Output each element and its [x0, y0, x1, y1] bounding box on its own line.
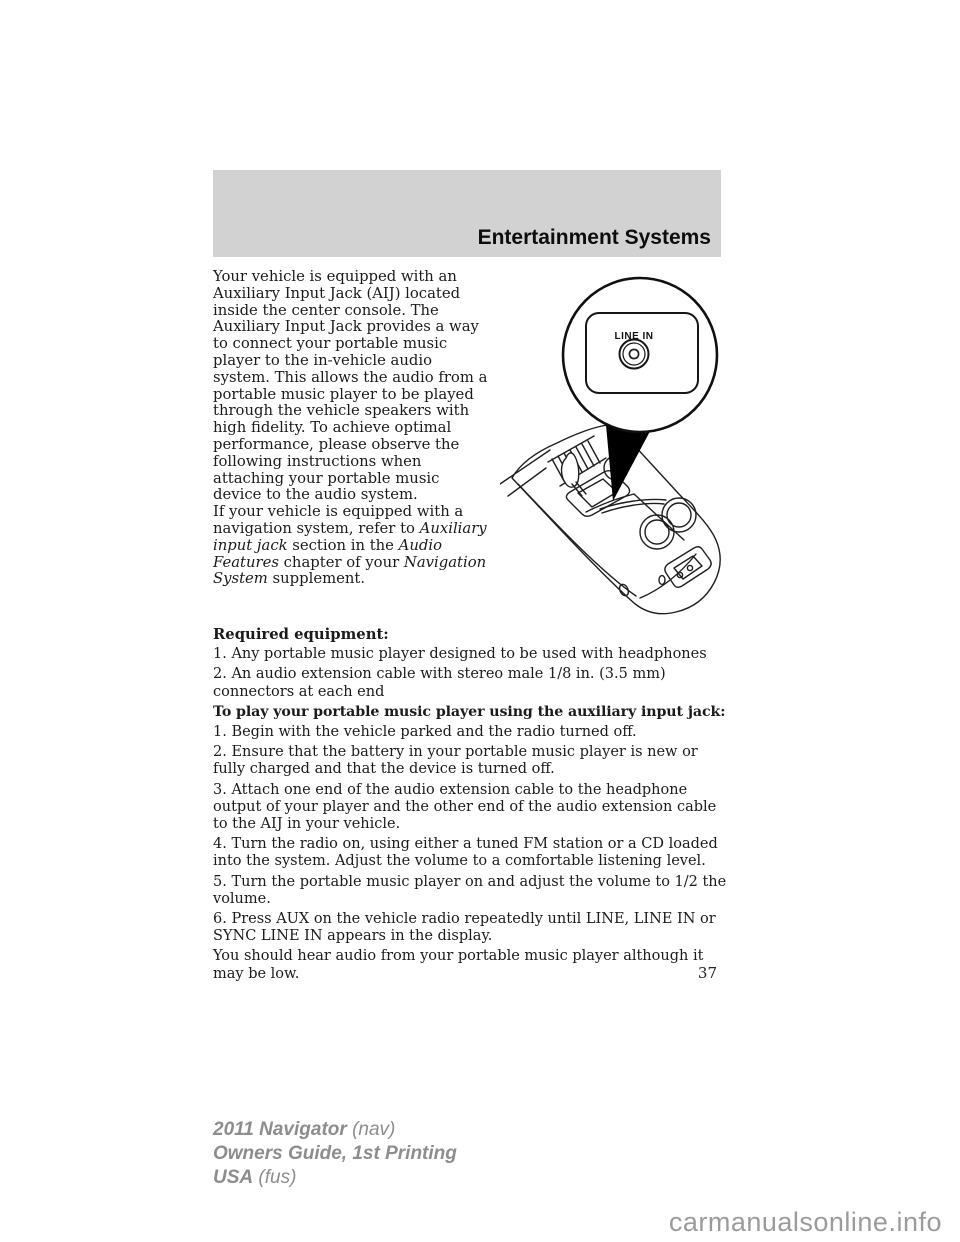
- page-title: Entertainment Systems: [477, 226, 711, 249]
- chapter-header-bar: [213, 170, 721, 257]
- instruction-step: 6. Press AUX on the vehicle radio repeatedly until LINE, LINE IN or SYNC LINE IN appears in the display.: [213, 911, 716, 945]
- intro-text-4: chapter of your: [278, 553, 404, 571]
- equipment-item: 1. Any portable music player designed to be used with headphones: [213, 646, 707, 663]
- intro-text: Your vehicle is equipped with an Auxiliary Input Jack (AIJ) located inside the center console. The Auxiliary Input Jack provides a way to connect your portable music player to the in-vehicle audio system. This allows the audio from a portable music player to be played through the vehicle speakers with high fidelity. To achieve optimal performance, please observe the following instructions when attaching your portable music device to the audio system.: [213, 268, 488, 504]
- footer-model: 2011 Navigator: [213, 1119, 347, 1140]
- intro-paragraph: [213, 269, 489, 588]
- footer-line: [213, 1118, 457, 1142]
- instruction-step: 3. Attach one end of the audio extension cable to the headphone output of your player and the other end of the audio extension cable to the AIJ in your vehicle.: [213, 781, 717, 833]
- instructions-section: [213, 626, 730, 986]
- instructions-heading: To play your portable music player using the auxiliary input jack:: [213, 703, 726, 720]
- intro-text-3: section in the: [287, 536, 399, 554]
- instruction-step: 5. Turn the portable music player on and adjust the volume to 1/2 the volume.: [213, 873, 727, 907]
- intro-text-2: If your vehicle is equipped with a navigation system, refer to: [213, 503, 464, 537]
- page-number: 37: [697, 964, 717, 982]
- instruction-step: 2. Ensure that the battery in your portable music player is new or fully charged and that the device is turned off.: [213, 744, 698, 778]
- ref-chapter-title: Audio Features: [213, 536, 442, 571]
- callout-circle: [563, 278, 717, 432]
- instruction-step: 1. Begin with the vehicle parked and the radio turned off.: [213, 724, 637, 741]
- instruction-step: 4. Turn the radio on, using either a tuned FM station or a CD loaded into the system. Adjust the volume to a comfortable listening level.: [213, 836, 718, 870]
- footer-country: USA: [213, 1167, 254, 1188]
- equipment-item: 2. An audio extension cable with stereo male 1/8 in. (3.5 mm) connectors at each end: [213, 666, 666, 700]
- footer-country-code: (fus): [258, 1167, 297, 1188]
- required-equipment-heading: Required equipment:: [213, 626, 389, 643]
- jack-label: LINE IN: [614, 331, 654, 342]
- footer-model-code: (nav): [352, 1119, 396, 1140]
- ref-section-title: Auxiliary input jack: [213, 519, 487, 554]
- ref-supplement-title: Navigation System: [213, 553, 487, 588]
- watermark: carmanualsonline.info: [668, 1207, 942, 1237]
- footer-publication-info: [213, 1118, 457, 1190]
- audio-note: You should hear audio from your portable music player although it may be low.: [213, 948, 704, 982]
- footer-line: [213, 1166, 457, 1190]
- footer-guide: Owners Guide, 1st Printing: [213, 1143, 457, 1164]
- console-diagram: [500, 268, 740, 628]
- intro-text-5: supplement.: [267, 570, 366, 588]
